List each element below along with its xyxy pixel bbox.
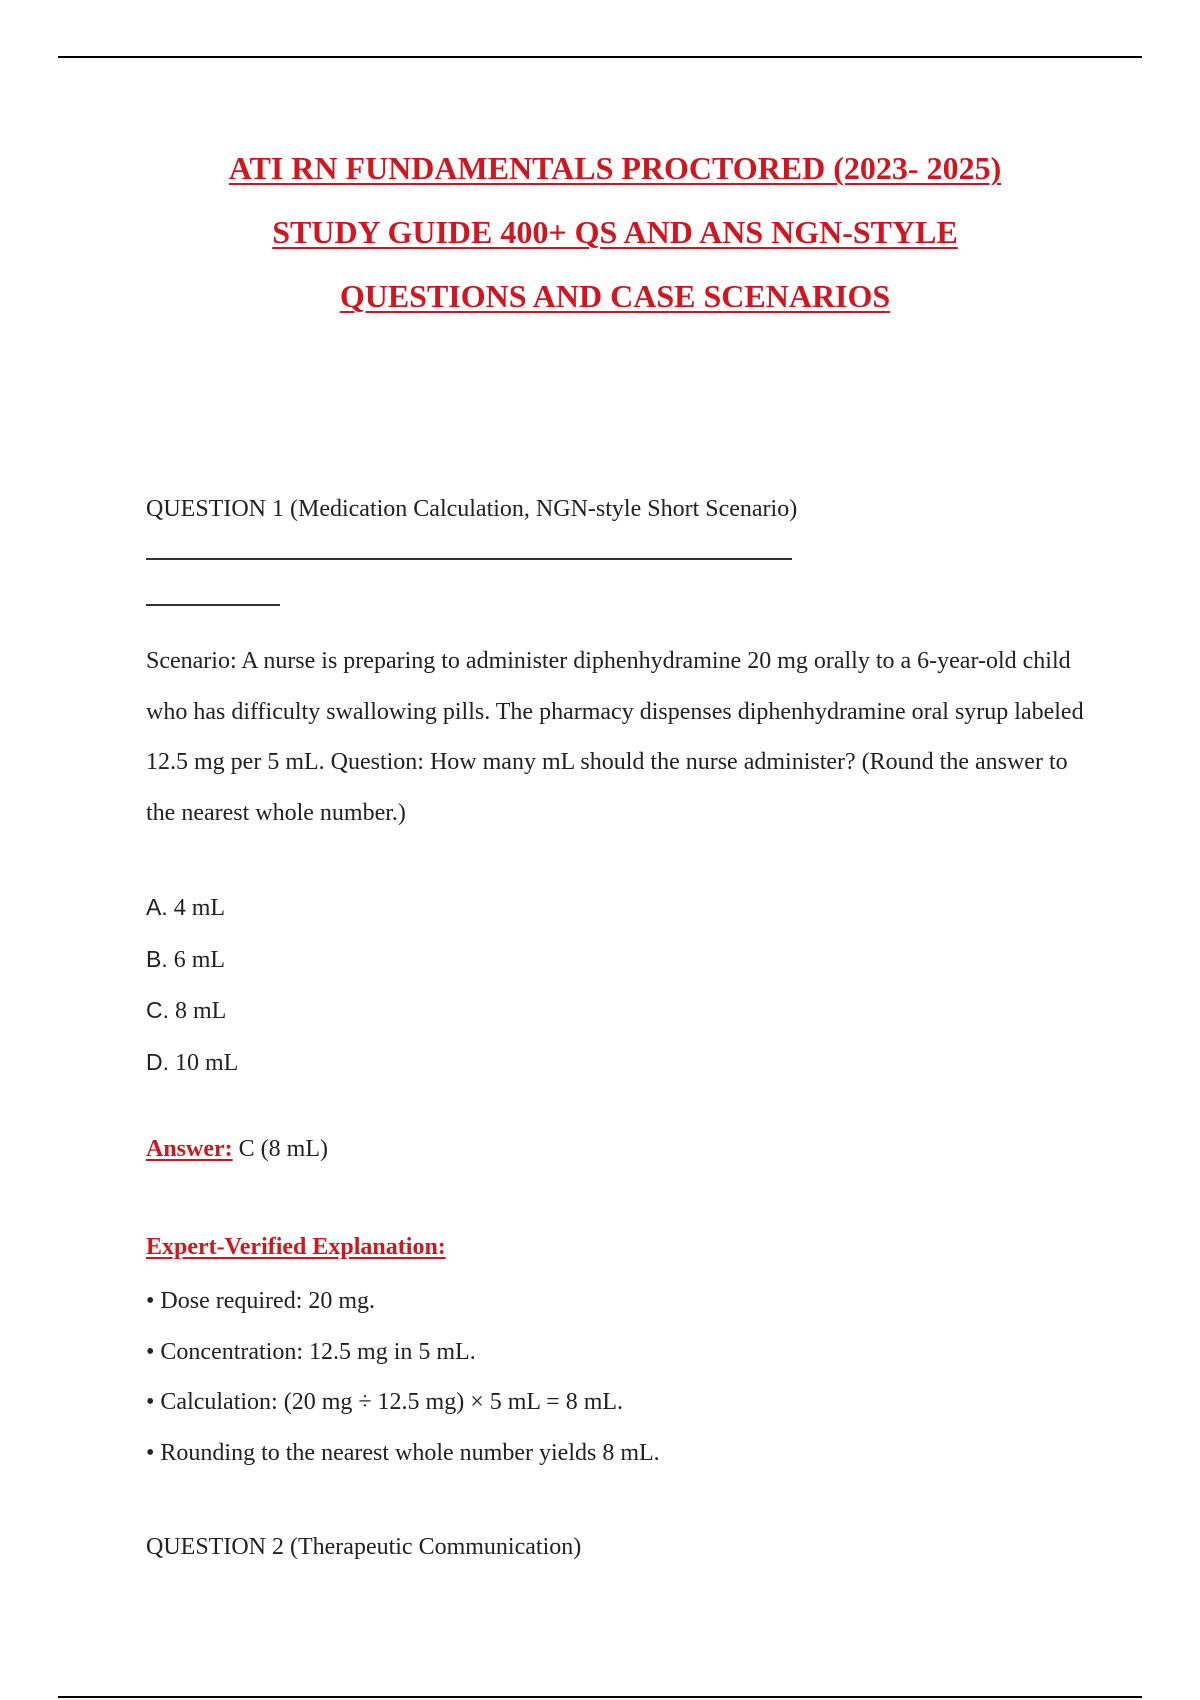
title-line-1: ATI RN FUNDAMENTALS PROCTORED (2023- 2025) — [228, 150, 1002, 186]
explanation-text: Rounding to the nearest whole number yields 8 mL. — [160, 1439, 660, 1466]
option-b — [146, 934, 238, 986]
explanation-label: Expert-Verified Explanation: — [146, 1234, 446, 1260]
answer-value: C (8 mL) — [238, 1136, 328, 1162]
bullet-icon: • — [146, 1389, 155, 1415]
option-text: 8 mL — [175, 998, 227, 1024]
option-letter: A. — [146, 894, 168, 920]
title-line-2: STUDY GUIDE 400+ QS AND ANS NGN-STYLE — [272, 214, 958, 250]
title-line-3: QUESTIONS AND CASE SCENARIOS — [339, 278, 891, 314]
separator-line — [146, 558, 792, 560]
question-2-heading: QUESTION 2 (Therapeutic Communication) — [146, 1534, 582, 1560]
explanation-item — [146, 1428, 660, 1479]
answer-line — [146, 1136, 328, 1163]
explanation-text: Concentration: 12.5 mg in 5 mL. — [160, 1338, 476, 1365]
bullet-icon: • — [146, 1288, 155, 1314]
option-c — [146, 985, 238, 1037]
option-letter: D. — [146, 1048, 169, 1075]
separator-line-short — [146, 604, 280, 606]
bullet-icon: • — [146, 1338, 155, 1365]
option-d — [146, 1037, 238, 1089]
explanation-text: Calculation: (20 mg ÷ 12.5 mg) × 5 mL = 8 mL. — [160, 1389, 624, 1415]
option-text: 4 mL — [173, 895, 226, 921]
document-title — [0, 136, 1200, 328]
explanation-item — [146, 1276, 660, 1327]
explanation-list — [146, 1276, 660, 1478]
answer-options — [146, 882, 238, 1088]
option-a — [146, 882, 238, 934]
option-letter: B. — [146, 945, 168, 972]
explanation-item — [146, 1377, 660, 1428]
bottom-rule — [58, 1696, 1142, 1698]
option-letter: C. — [146, 997, 169, 1023]
option-text: 10 mL — [175, 1049, 239, 1076]
question-1-heading: QUESTION 1 (Medication Calculation, NGN-style Short Scenario) — [146, 496, 798, 522]
explanation-heading — [146, 1234, 446, 1261]
answer-label: Answer: — [146, 1136, 233, 1162]
question-1-scenario: Scenario: A nurse is preparing to administer diphenhydramine 20 mg orally to a 6-year-old child who has difficulty swallowing pills. The pharmacy dispenses diphenhydramine oral syrup labeled 12.5 mg per 5 mL. Question: How many mL should the nurse administer? (Round the answer to the nearest whole number.) — [146, 648, 1084, 826]
explanation-item — [146, 1327, 660, 1378]
option-text: 6 mL — [173, 946, 226, 973]
bullet-icon: • — [146, 1439, 155, 1466]
explanation-text: Dose required: 20 mg. — [160, 1288, 376, 1314]
top-rule — [58, 56, 1142, 58]
